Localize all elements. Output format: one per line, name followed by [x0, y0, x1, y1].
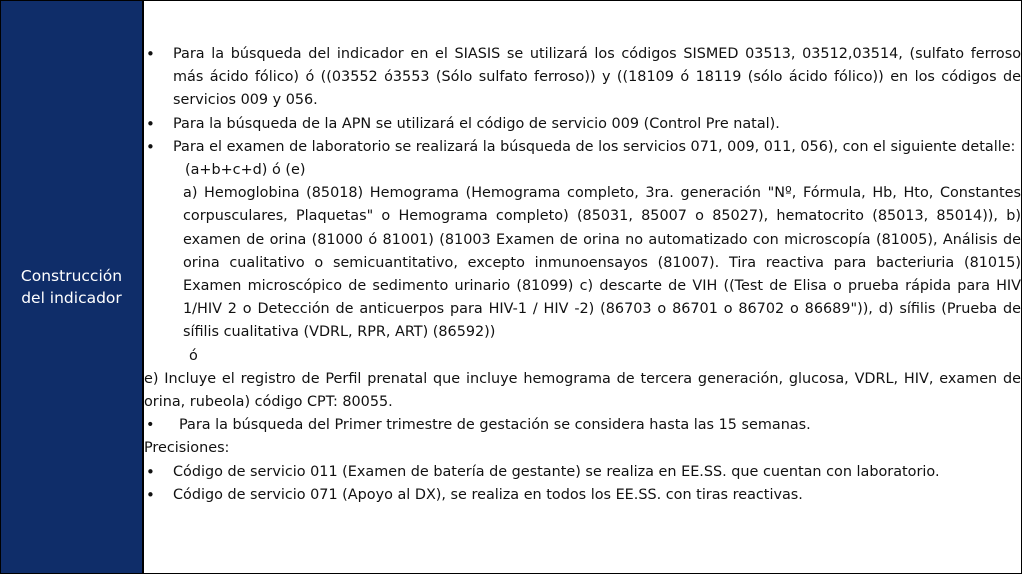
content-panel — [144, 1, 1021, 573]
or-word: ó — [189, 347, 198, 364]
sidebar-label-line1: Construcción — [20, 267, 123, 285]
bullet-apn: • Para la búsqueda de la APN se utilizará el código de servicio 009 (Control Pre natal). — [144, 113, 1021, 136]
bullet-lab-exam: • Para el examen de laboratorio se realizará la búsqueda de los servicios 071, 009, 011, 056), con el siguiente detalle: — [144, 136, 1021, 159]
e-line: e) Incluye el registro de Perfil prenatal que incluye hemograma de tercera generación, glucosa, VDRL, HIV, examen de orina, rubeola) código CPT: 80055. — [144, 370, 1021, 411]
bullet-first-trimester: • Para la búsqueda del Primer trimestre de gestación se considera hasta las 15 semanas. — [144, 414, 1021, 437]
lab-detail: a) Hemoglobina (85018) Hemograma (Hemograma completo, 3ra. generación "Nº, Fórmula, Hb, Hto, Constantes corpusculares, Plaquetas" o Hemograma completo) (85031, 85007 o 85027), hematocrito (85013, 85014)), b) examen de orina (81000 ó 81001) (81003 Examen de orina no automatizado con microscopía (81005), Análisis de orina cualitativo o semicuantitativo, excepto inmunoensayos (81007). Tira reactiva para bacteriuria (81015) Examen microscópico de sedimento urinario (81099) c) descarte de VIH ((Test de Elisa o prueba rápida para HIV 1/HIV 2 o Detección de anticuerpos para HIV-1 / HIV -2) (86703 o 86701 o 86702 o 86689")), d) sífilis (Prueba de sífilis cualitativa (VDRL, RPR, ART) (86592)) — [183, 185, 1021, 341]
bullet-service-071: • Código de servicio 071 (Apoyo al DX), se realiza en todos los EE.SS. con tiras reactivas. — [144, 484, 1021, 507]
formula-line: (a+b+c+d) ó (e) — [185, 162, 306, 179]
sidebar — [1, 1, 144, 573]
precisiones-heading: Precisiones: — [144, 440, 230, 457]
bullet-siasis: • Para la búsqueda del indicador en el SIASIS se utilizará los códigos SISMED 03513, 03512,03514, (sulfato ferroso más ácido fólico) ó ((03552 ó3553 (Sólo sulfato ferroso)) y ((18109 ó 18119 (sólo ácido fólico)) en los códigos de servicios 009 y 056. — [144, 43, 1021, 113]
bullet-service-011: • Código de servicio 011 (Examen de batería de gestante) se realiza en EE.SS. que cuentan con laboratorio. — [144, 461, 1021, 484]
sidebar-label-line2: del indicador — [21, 289, 122, 307]
sidebar-label — [17, 265, 126, 309]
